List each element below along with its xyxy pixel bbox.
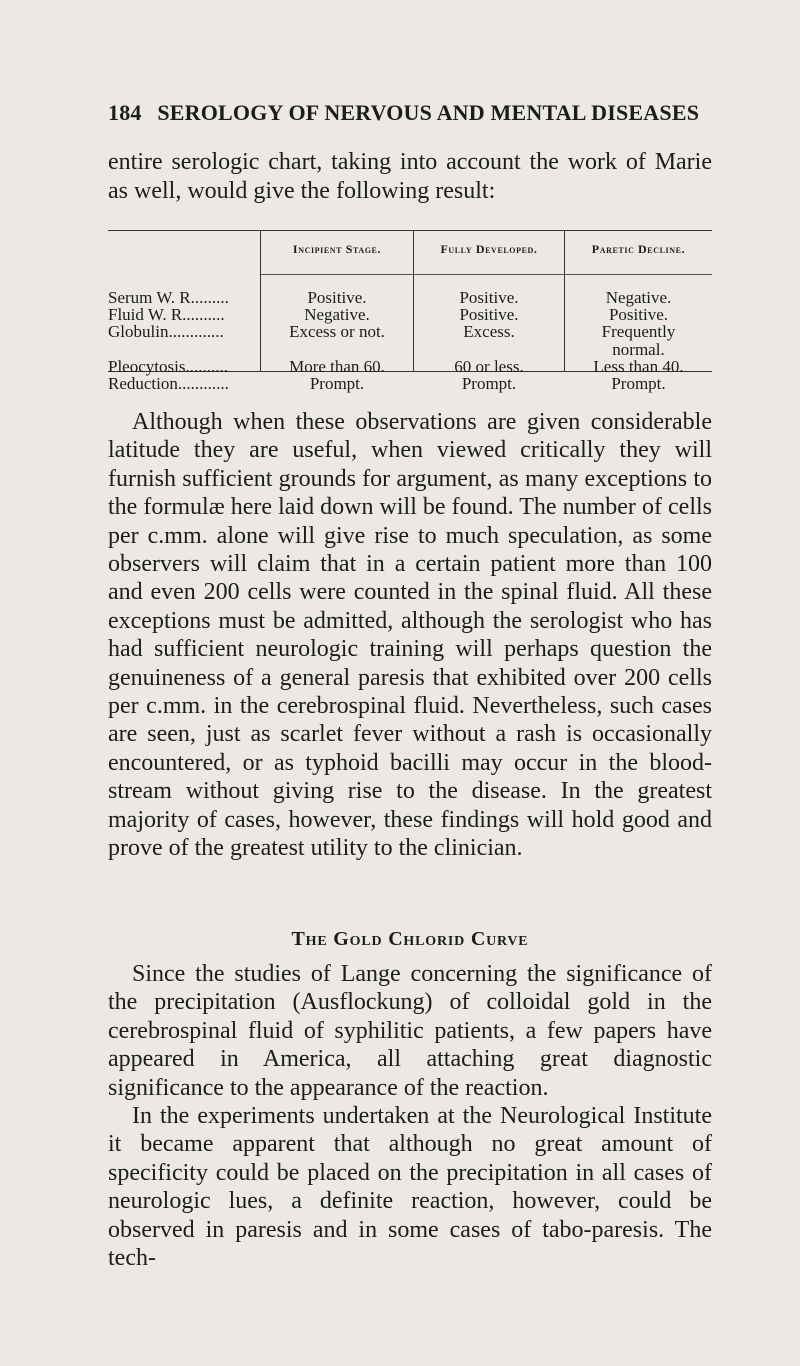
table-cell: Excess or not. [289,322,385,341]
column-header-incipient: Incipient Stage. [292,242,382,256]
table-cell: More than 60. [289,357,385,376]
table-cell: Negative. [304,305,370,324]
body-text-continued [108,960,712,1272]
row-label-globulin: Globulin............. [108,323,224,341]
section-heading: The Gold Chlorid Curve [291,928,529,950]
table-cell: 60 or less. [454,357,524,376]
running-head [108,100,748,126]
column-header-paretic-decline: Paretic Decline. [591,242,686,256]
row-label-serum: Serum W. R......... [108,289,229,307]
table-cell: Positive. [307,288,367,307]
page-number: 184 [108,100,142,125]
table-cell: Negative. [605,288,672,307]
row-label-pleocytosis: Pleocytosis.......... [108,358,228,376]
body-text [108,408,712,863]
table-cell: Positive. [459,305,519,324]
table-cell: Excess. [463,322,515,341]
running-title: SEROLOGY OF NERVOUS AND MENTAL DISEASES [157,100,700,125]
paragraph-observations: Although when these observations are given considerable latitude they are useful, when viewed critically they will furnish sufficient grounds for argument, as many exceptions to the formulæ here laid down will be found. The number of cells per c.mm. alone will give rise to much speculation, as some observers will claim that in a certain patient more than 100 and even 200 cells were counted in the spinal fluid. All these exceptions must be admitted, although the serologist who has had sufficient neurologic training will perhaps question the genuineness of a general paresis that exhibited over 200 cells per c.mm. in the cerebrospinal fluid. Nevertheless, such cases are seen, just as scarlet fever without a rash is occasionally encountered, or as typhoid bacilli may occur in the blood-stream without giving rise to the disease. In the greatest majority of cases, however, these findings will hold good and prove of the greatest utility to the clinician. [108,409,712,862]
intro-paragraph: entire serologic chart, taking into account the work of Marie as well, would give the following result: [108,149,712,204]
table-cell: Prompt. [611,374,666,393]
column-header-fully-developed: Fully Developed. [440,242,538,256]
table-cell: Positive. [459,288,519,307]
row-label-fluid: Fluid W. R.......... [108,306,225,324]
table-cell: Positive. [608,305,669,324]
table-top-rule [108,230,712,231]
table-cell: Prompt. [309,374,365,393]
paragraph-experiments: In the experiments undertaken at the Neurological Institute it became apparent that although no great amount of specificity could be placed on the precipitation in all cases of neurologic lues, a definite reaction, however, could be observed in paresis and in some cases of tabo-paresis. The tech- [108,1103,712,1272]
paragraph-lange: Since the studies of Lange concerning the significance of the precipitation (Ausflockung) of colloidal gold in the cerebrospinal fluid of syphilitic patients, a few papers have appeared in America, all attaching great diagnostic significance to the appearance of the reaction. [108,961,712,1101]
table-cell: Less than 40. [593,357,684,376]
table-cell: Frequently normal. [601,322,676,359]
row-label-reduction: Reduction............ [108,375,229,393]
table-cell: Prompt. [461,374,517,393]
table-header-rule [260,274,712,275]
